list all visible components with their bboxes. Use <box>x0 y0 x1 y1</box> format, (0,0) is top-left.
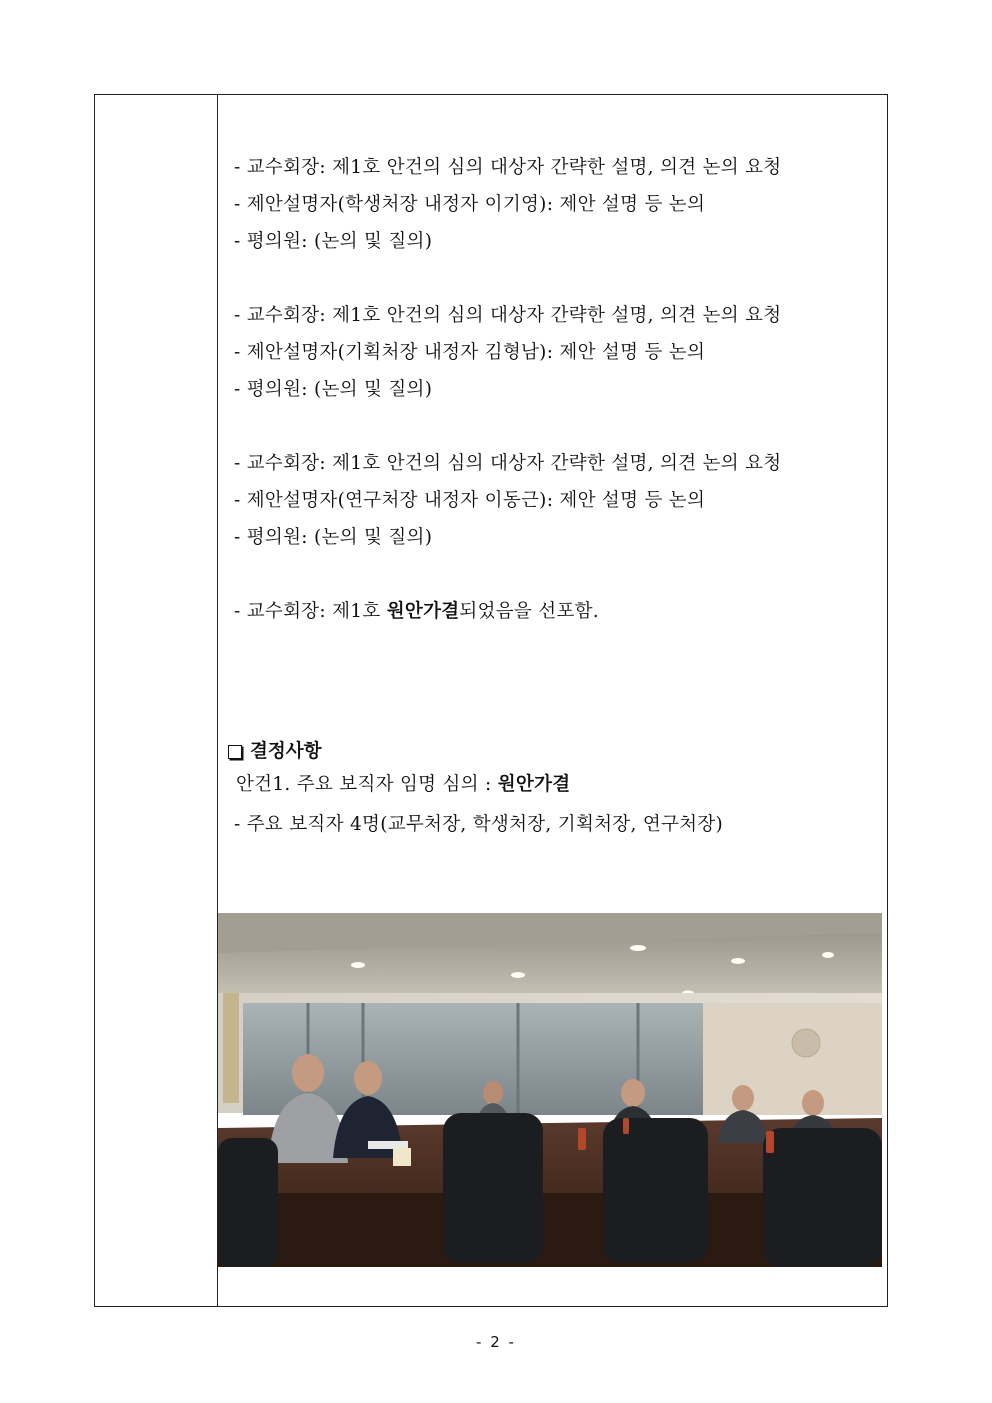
declaration-result: 원안가결 <box>386 601 460 622</box>
minutes-line: - 교수회장: 제1호 안건의 심의 대상자 간략한 설명, 의견 논의 요청 <box>234 305 782 326</box>
minutes-line: - 평의원: (논의 및 질의) <box>234 527 433 548</box>
minutes-line: - 교수회장: 제1호 안건의 심의 대상자 간략한 설명, 의견 논의 요청 <box>234 157 782 178</box>
decisions-heading-text: 결정사항 <box>250 741 322 762</box>
minutes-line: - 평의원: (논의 및 질의) <box>234 231 433 252</box>
minutes-line: - 교수회장: 제1호 안건의 심의 대상자 간략한 설명, 의견 논의 요청 <box>234 453 782 474</box>
decision-detail: - 주요 보직자 4명(교무처장, 학생처장, 기획처장, 연구처장) <box>234 814 724 835</box>
minutes-line: - 평의원: (논의 및 질의) <box>234 379 433 400</box>
page-number: - 2 - <box>476 1333 516 1351</box>
minutes-line: - 제안설명자(학생처장 내정자 이기영): 제안 설명 등 논의 <box>234 194 706 215</box>
decisions-heading <box>228 740 321 764</box>
declaration-prefix: - 교수회장: 제1호 <box>234 601 387 622</box>
meeting-photo <box>218 913 882 1267</box>
checkbox-icon <box>228 745 242 759</box>
declaration-line <box>234 600 599 624</box>
decision-item-text: 안건1. 주요 보직자 임명 심의 : <box>236 774 498 795</box>
minutes-line: - 제안설명자(기획처장 내정자 김형남): 제안 설명 등 논의 <box>234 342 706 363</box>
decision-item-result: 원안가결 <box>497 774 571 795</box>
minutes-line: - 제안설명자(연구처장 내정자 이동근): 제안 설명 등 논의 <box>234 490 706 511</box>
decision-item <box>236 773 570 797</box>
declaration-suffix: 되었음을 선포함. <box>459 601 599 622</box>
